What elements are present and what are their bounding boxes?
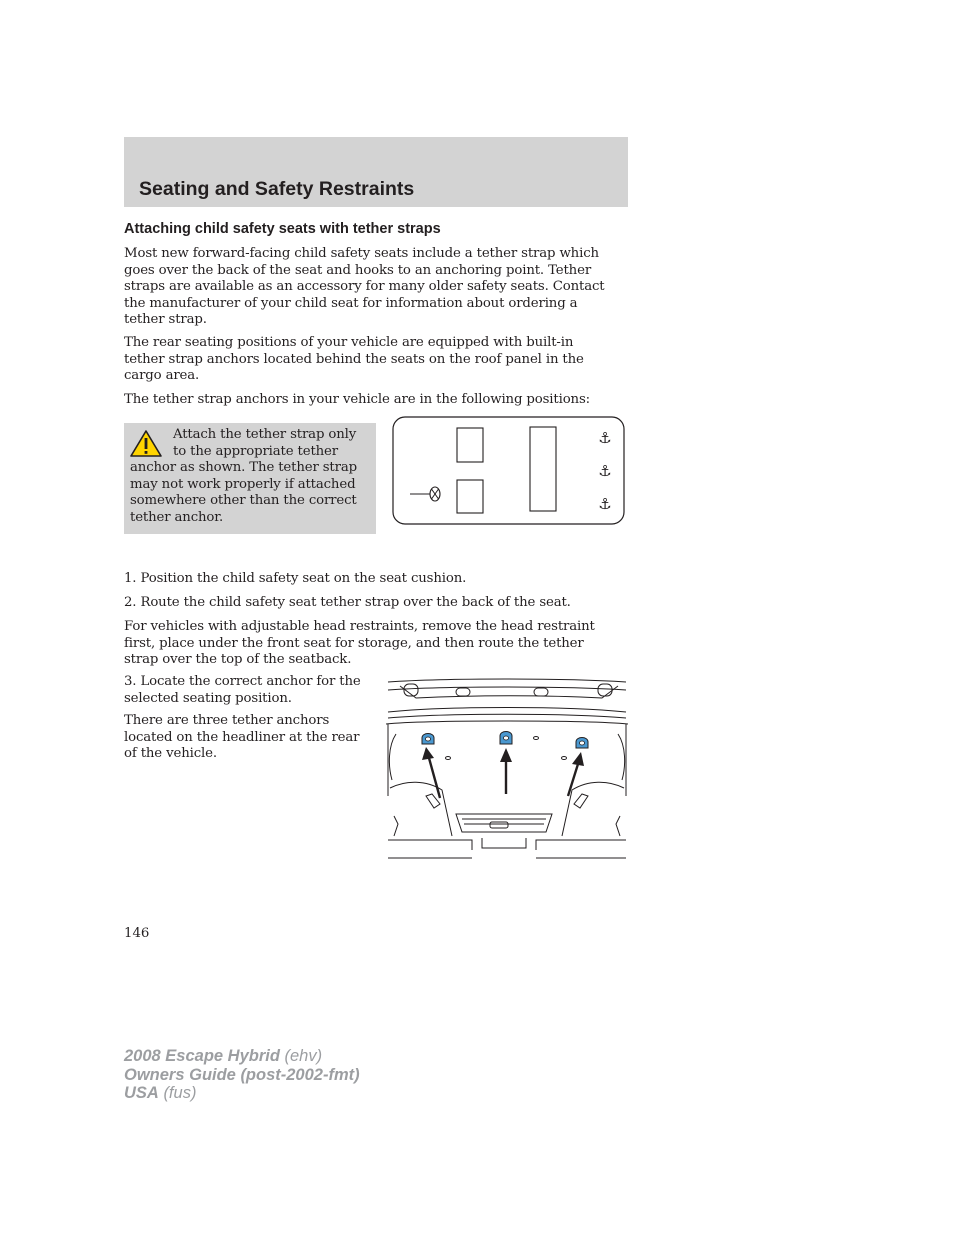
tether-anchor-left [422, 734, 434, 745]
subheading: Attaching child safety seats with tether straps [124, 221, 441, 237]
step-2: 2. Route the child safety seat tether strap over the back of the seat. [124, 595, 571, 610]
vehicle-outline [393, 417, 624, 524]
anchor-icon: ⚓ [598, 495, 612, 513]
rear-bench-seat [530, 427, 556, 511]
arrow-icon [500, 748, 512, 794]
paragraph-three-anchors: There are three tether anchors located on the headliner at the rear of the vehicle. [124, 713, 360, 761]
front-seat-left [457, 428, 483, 462]
arrow-icon [568, 752, 584, 796]
steering-wheel-icon [410, 487, 440, 501]
paragraph-positions: The tether strap anchors in your vehicle are in the following positions: [124, 392, 590, 407]
front-seat-right [457, 480, 483, 513]
warning-box [124, 423, 376, 534]
step-1: 1. Position the child safety seat on the seat cushion. [124, 571, 467, 586]
anchor-icon: ⚓ [598, 462, 612, 480]
page-number: 146 [124, 926, 150, 941]
anchor-position-diagram [392, 416, 626, 526]
anchor-icon: ⚓ [598, 429, 612, 447]
tether-anchor-right [576, 738, 588, 749]
paragraph-rear-anchors: The rear seating positions of your vehicle are equipped with built-in tether strap anchors located behind the seats on the roof panel in the cargo area. [124, 335, 584, 383]
footer-document-id: 2008 Escape Hybrid (ehv) Owners Guide (post-2002-fmt) USA (fus) [124, 1047, 360, 1102]
warning-text: Attach the tether strap only to the appropriate tether anchor as shown. The tether strap may not work properly if attached somewhere other than the correct tether anchor. [130, 427, 357, 525]
headliner-anchor-illustration [386, 676, 628, 862]
paragraph-tether-intro: Most new forward-facing child safety seats include a tether strap which goes over the back of the seat and hooks to an anchoring point. Tether straps are available as an accessory for many older safety seats. Contact the manufacturer of your child seat for information about ordering a tether strap. [124, 246, 605, 327]
paragraph-head-restraints: For vehicles with adjustable head restraints, remove the head restraint first, place under the front seat for storage, and then route the tether strap over the top of the seatback. [124, 619, 595, 667]
section-title: Seating and Safety Restraints [139, 178, 415, 200]
step-3: 3. Locate the correct anchor for the selected seating position. [124, 674, 361, 706]
arrow-icon [422, 747, 440, 798]
tether-anchor-center [500, 732, 512, 745]
